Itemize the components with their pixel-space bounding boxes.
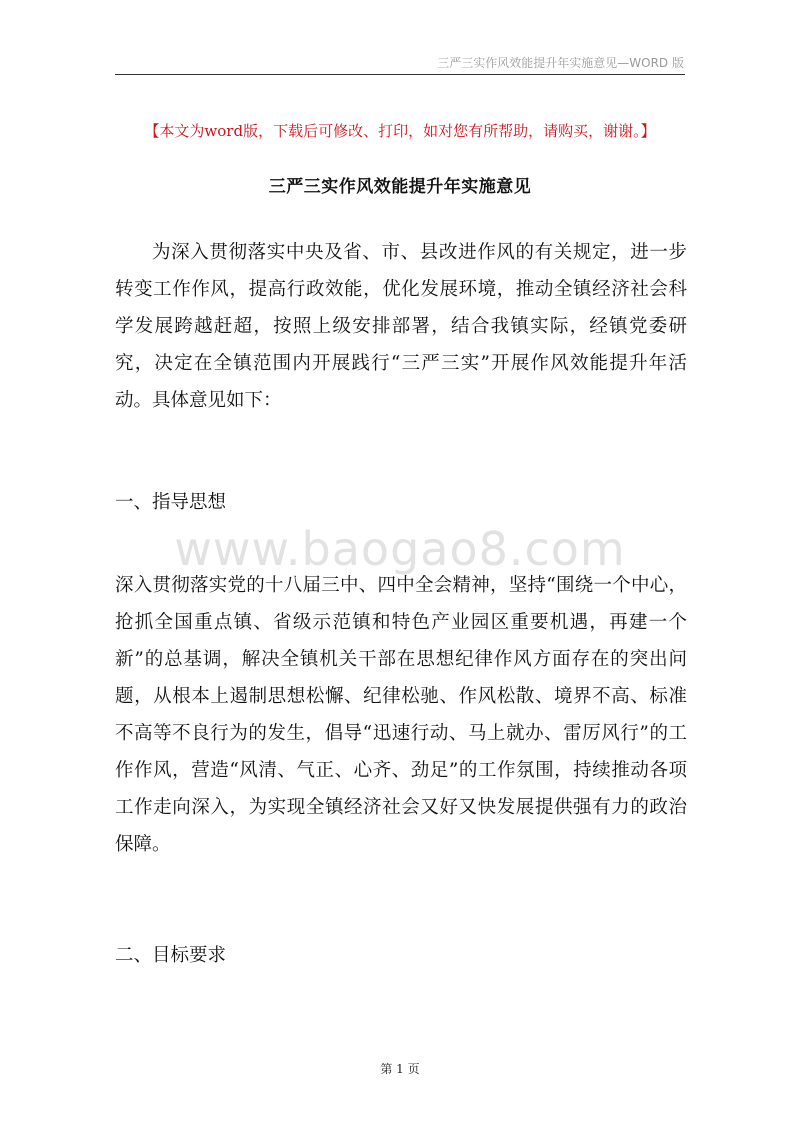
page-number: 第 1 页 bbox=[380, 1062, 420, 1076]
watermark: www.baogao8.com bbox=[174, 522, 626, 576]
running-header: 三严三实作风效能提升年实施意见—WORD 版 bbox=[437, 56, 684, 70]
page-title: 三严三实作风效能提升年实施意见 bbox=[268, 177, 532, 197]
intro-paragraph: 为深入贯彻落实中央及省、市、县改进作风的有关规定，进一步转变工作作风，提高行政效能，优化发展环境，推动全镇经济社会科学发展跨越赶超，按照上级安排部署，结合我镇实际，经镇党委研究，决定在全镇范围内开展践行“三严三实”开展作风效能提升年活动。具体意见如下： bbox=[115, 242, 687, 411]
section-body-guiding-ideology: 深入贯彻落实党的十八届三中、四中全会精神，坚持“围绕一个中心，抢抓全国重点镇、省级示范镇和特色产业园区重要机遇，再建一个新”的总基调，解决全镇机关干部在思想纪律作风方面存在的突出问题，从根本上遏制思想松懈、纪律松驰、作风松散、境界不高、标准不高等不良行为的发生，倡导“迅速行动、马上就办、雷厉风行”的工作作风，营造“风清、气正、心齐、劲足”的工作氛围，持续推动各项工作走向深入，为实现全镇经济社会又好又快发展提供强有力的政治保障。 bbox=[115, 575, 687, 855]
purchase-notice: 【本文为word版，下载后可修改、打印，如对您有所帮助，请购买，谢谢。】 bbox=[144, 122, 656, 140]
header-divider bbox=[115, 74, 685, 75]
section-heading-goals: 二、目标要求 bbox=[115, 945, 227, 966]
section-heading-guiding-ideology: 一、指导思想 bbox=[115, 492, 227, 513]
